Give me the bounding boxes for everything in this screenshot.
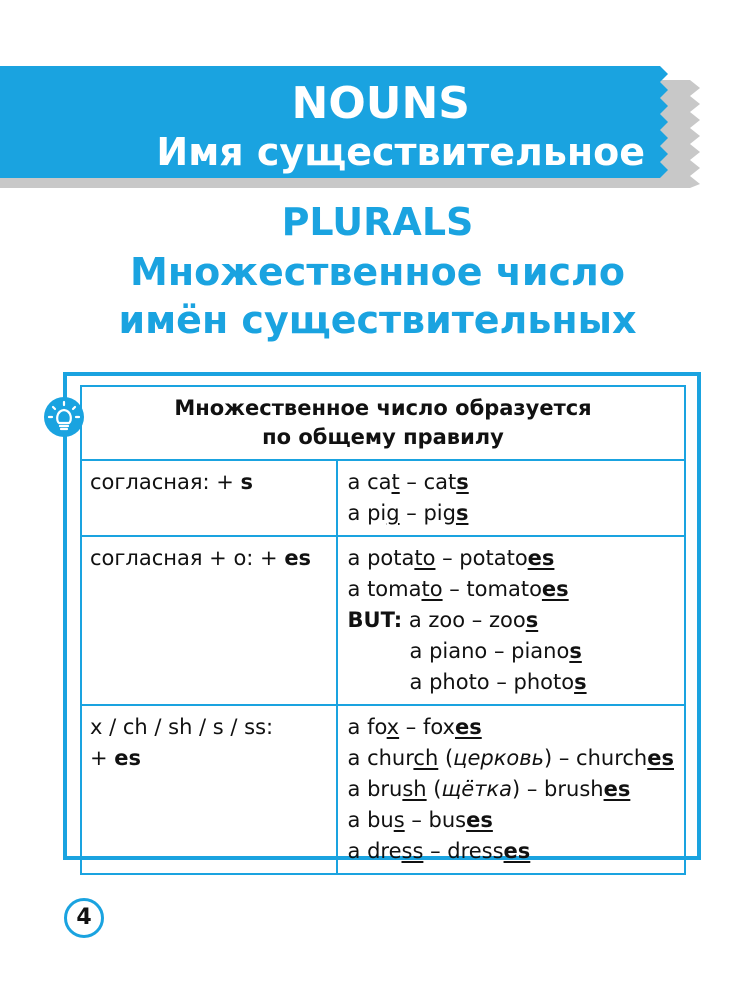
examples-cell: [337, 460, 685, 536]
lightbulb-icon: [44, 397, 84, 437]
plural-rules-table: [80, 385, 686, 875]
header-banner: [0, 66, 700, 188]
example-line: a bus – buses: [347, 808, 493, 832]
rule-cell: согласная: + s: [81, 460, 337, 536]
example-line: a dress – dresses: [347, 839, 531, 863]
examples-cell: [337, 536, 685, 705]
example-line: a cat – cats: [347, 470, 469, 494]
table-heading-row: [81, 386, 685, 460]
example-line: a photo – photos: [409, 670, 587, 694]
example-line: a fox – foxes: [347, 715, 482, 739]
example-line: a potato – potatoes: [347, 546, 555, 570]
example-line: a pig – pigs: [347, 501, 469, 525]
rule-cell: x / ch / sh / s / ss: + es: [81, 705, 337, 874]
section-title-ru-2: имён существительных: [118, 298, 637, 342]
section-title-ru-1: Множественное число: [130, 250, 625, 294]
example-line: a tomato – tomatoes: [347, 577, 569, 601]
rule-cell: согласная + о: + es: [81, 536, 337, 705]
example-line: a brush (щётка) – brushes: [347, 777, 631, 801]
table-row: [81, 536, 685, 705]
page-title-en: NOUNS: [291, 78, 470, 129]
page-number: 4: [64, 898, 104, 938]
table-row: [81, 705, 685, 874]
page-title-ru: Имя существительное: [156, 130, 645, 174]
examples-cell: [337, 705, 685, 874]
example-line: BUT: a zoo – zoos: [347, 608, 539, 632]
example-line: a piano – pianos: [409, 639, 582, 663]
table-heading: Множественное число образуется по общему правилу: [81, 386, 685, 460]
example-line: a church (церковь) – churches: [347, 746, 674, 770]
table-row: [81, 460, 685, 536]
section-title-en: PLURALS: [281, 200, 474, 244]
